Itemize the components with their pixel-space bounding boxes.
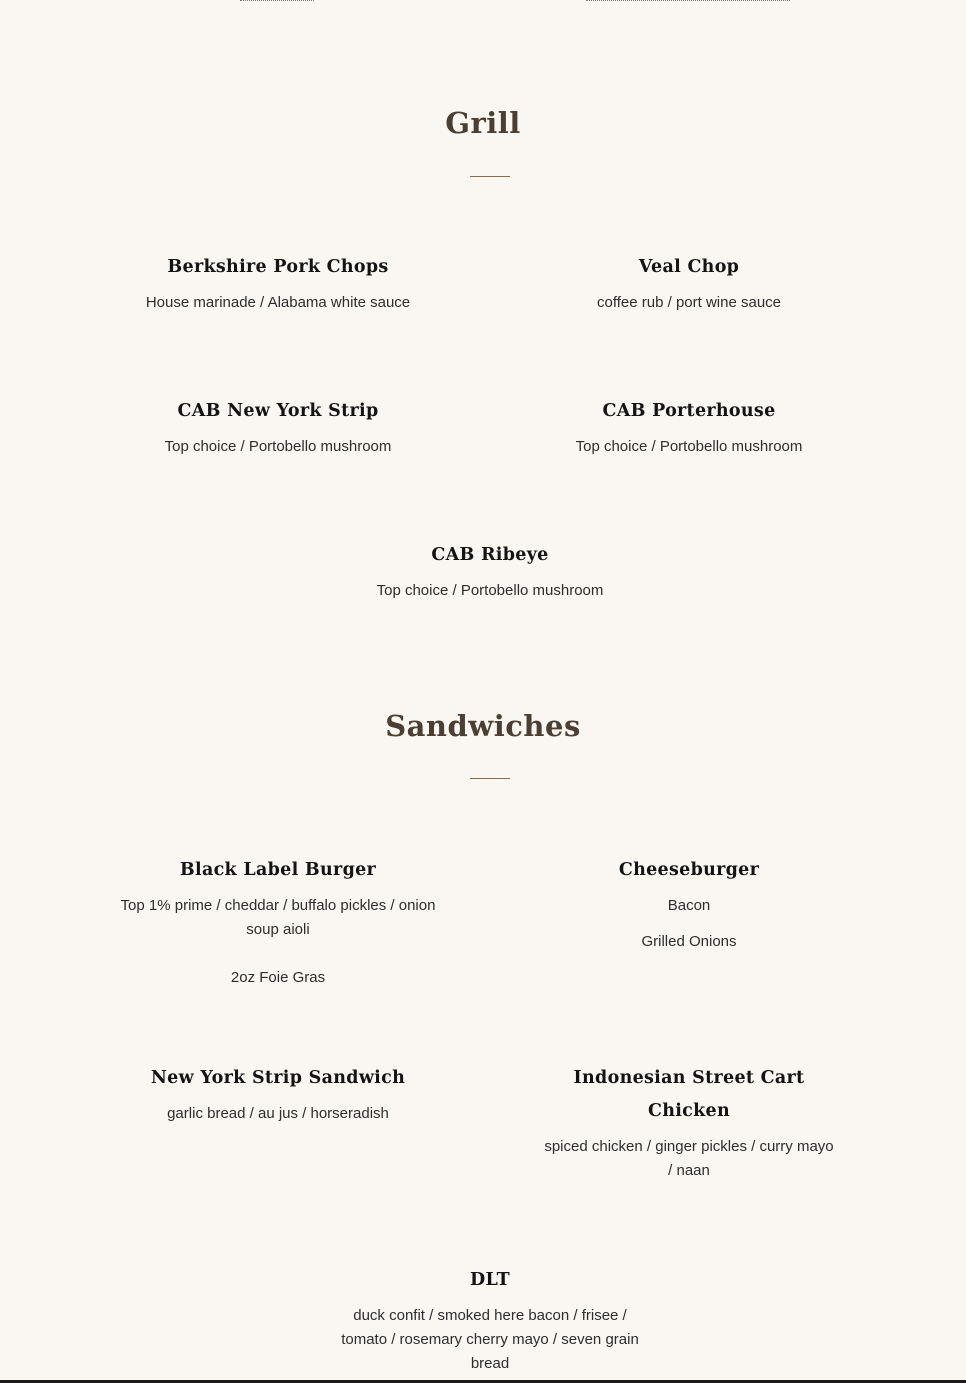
- item-description: garlic bread / au jus / horseradish: [167, 1105, 389, 1122]
- item-description: spiced chicken / ginger pickles / curry mayo / naan: [544, 1138, 834, 1179]
- cutoff-text-left: [240, 0, 314, 1]
- section-title-grill: Grill: [445, 106, 521, 140]
- section-divider: [470, 778, 510, 779]
- menu-item-cab-ribeye: [330, 539, 650, 603]
- item-name: DLT: [470, 1270, 510, 1290]
- item-description: Top 1% prime / cheddar / buffalo pickles / onion soup aioli: [120, 897, 436, 938]
- item-name: CAB Ribeye: [431, 545, 549, 565]
- item-name: Black Label Burger: [179, 860, 377, 880]
- item-name: Veal Chop: [638, 257, 740, 277]
- item-description: Bacon: [667, 897, 711, 914]
- item-addon: 2oz Foie Gras: [230, 969, 326, 986]
- item-name: Indonesian Street Cart Chicken: [573, 1068, 805, 1121]
- item-name: Cheeseburger: [618, 860, 760, 880]
- item-name: CAB New York Strip: [177, 401, 379, 421]
- menu-item-veal-chop: [529, 251, 849, 315]
- menu-item-dlt: [338, 1264, 642, 1376]
- item-description: Top choice / Portobello mushroom: [575, 438, 803, 455]
- previous-section-cutoff: [0, 0, 966, 8]
- section-title-sandwiches: Sandwiches: [385, 709, 581, 743]
- item-description: Top choice / Portobello mushroom: [376, 582, 604, 599]
- cutoff-text-right: [586, 0, 790, 1]
- item-description: House marinade / Alabama white sauce: [145, 294, 411, 311]
- item-description: coffee rub / port wine sauce: [597, 294, 781, 311]
- menu-item-cheeseburger: [529, 854, 849, 954]
- menu-item-cab-porterhouse: [529, 395, 849, 459]
- item-addon: Grilled Onions: [641, 933, 737, 950]
- menu-item-indonesian-street-cart-chicken: [544, 1062, 834, 1183]
- item-name: CAB Porterhouse: [602, 401, 776, 421]
- item-description: duck confit / smoked here bacon / frisee / tomato / rosemary cherry mayo / seven grain bread: [341, 1307, 639, 1372]
- item-name: Berkshire Pork Chops: [167, 257, 389, 277]
- menu-item-black-label-burger: [118, 854, 438, 990]
- item-name: New York Strip Sandwich: [150, 1068, 406, 1088]
- menu-item-berkshire-pork-chops: [118, 251, 438, 315]
- item-description: Top choice / Portobello mushroom: [164, 438, 392, 455]
- section-divider: [470, 176, 510, 177]
- menu-item-cab-new-york-strip: [118, 395, 438, 459]
- menu-item-new-york-strip-sandwich: [118, 1062, 438, 1126]
